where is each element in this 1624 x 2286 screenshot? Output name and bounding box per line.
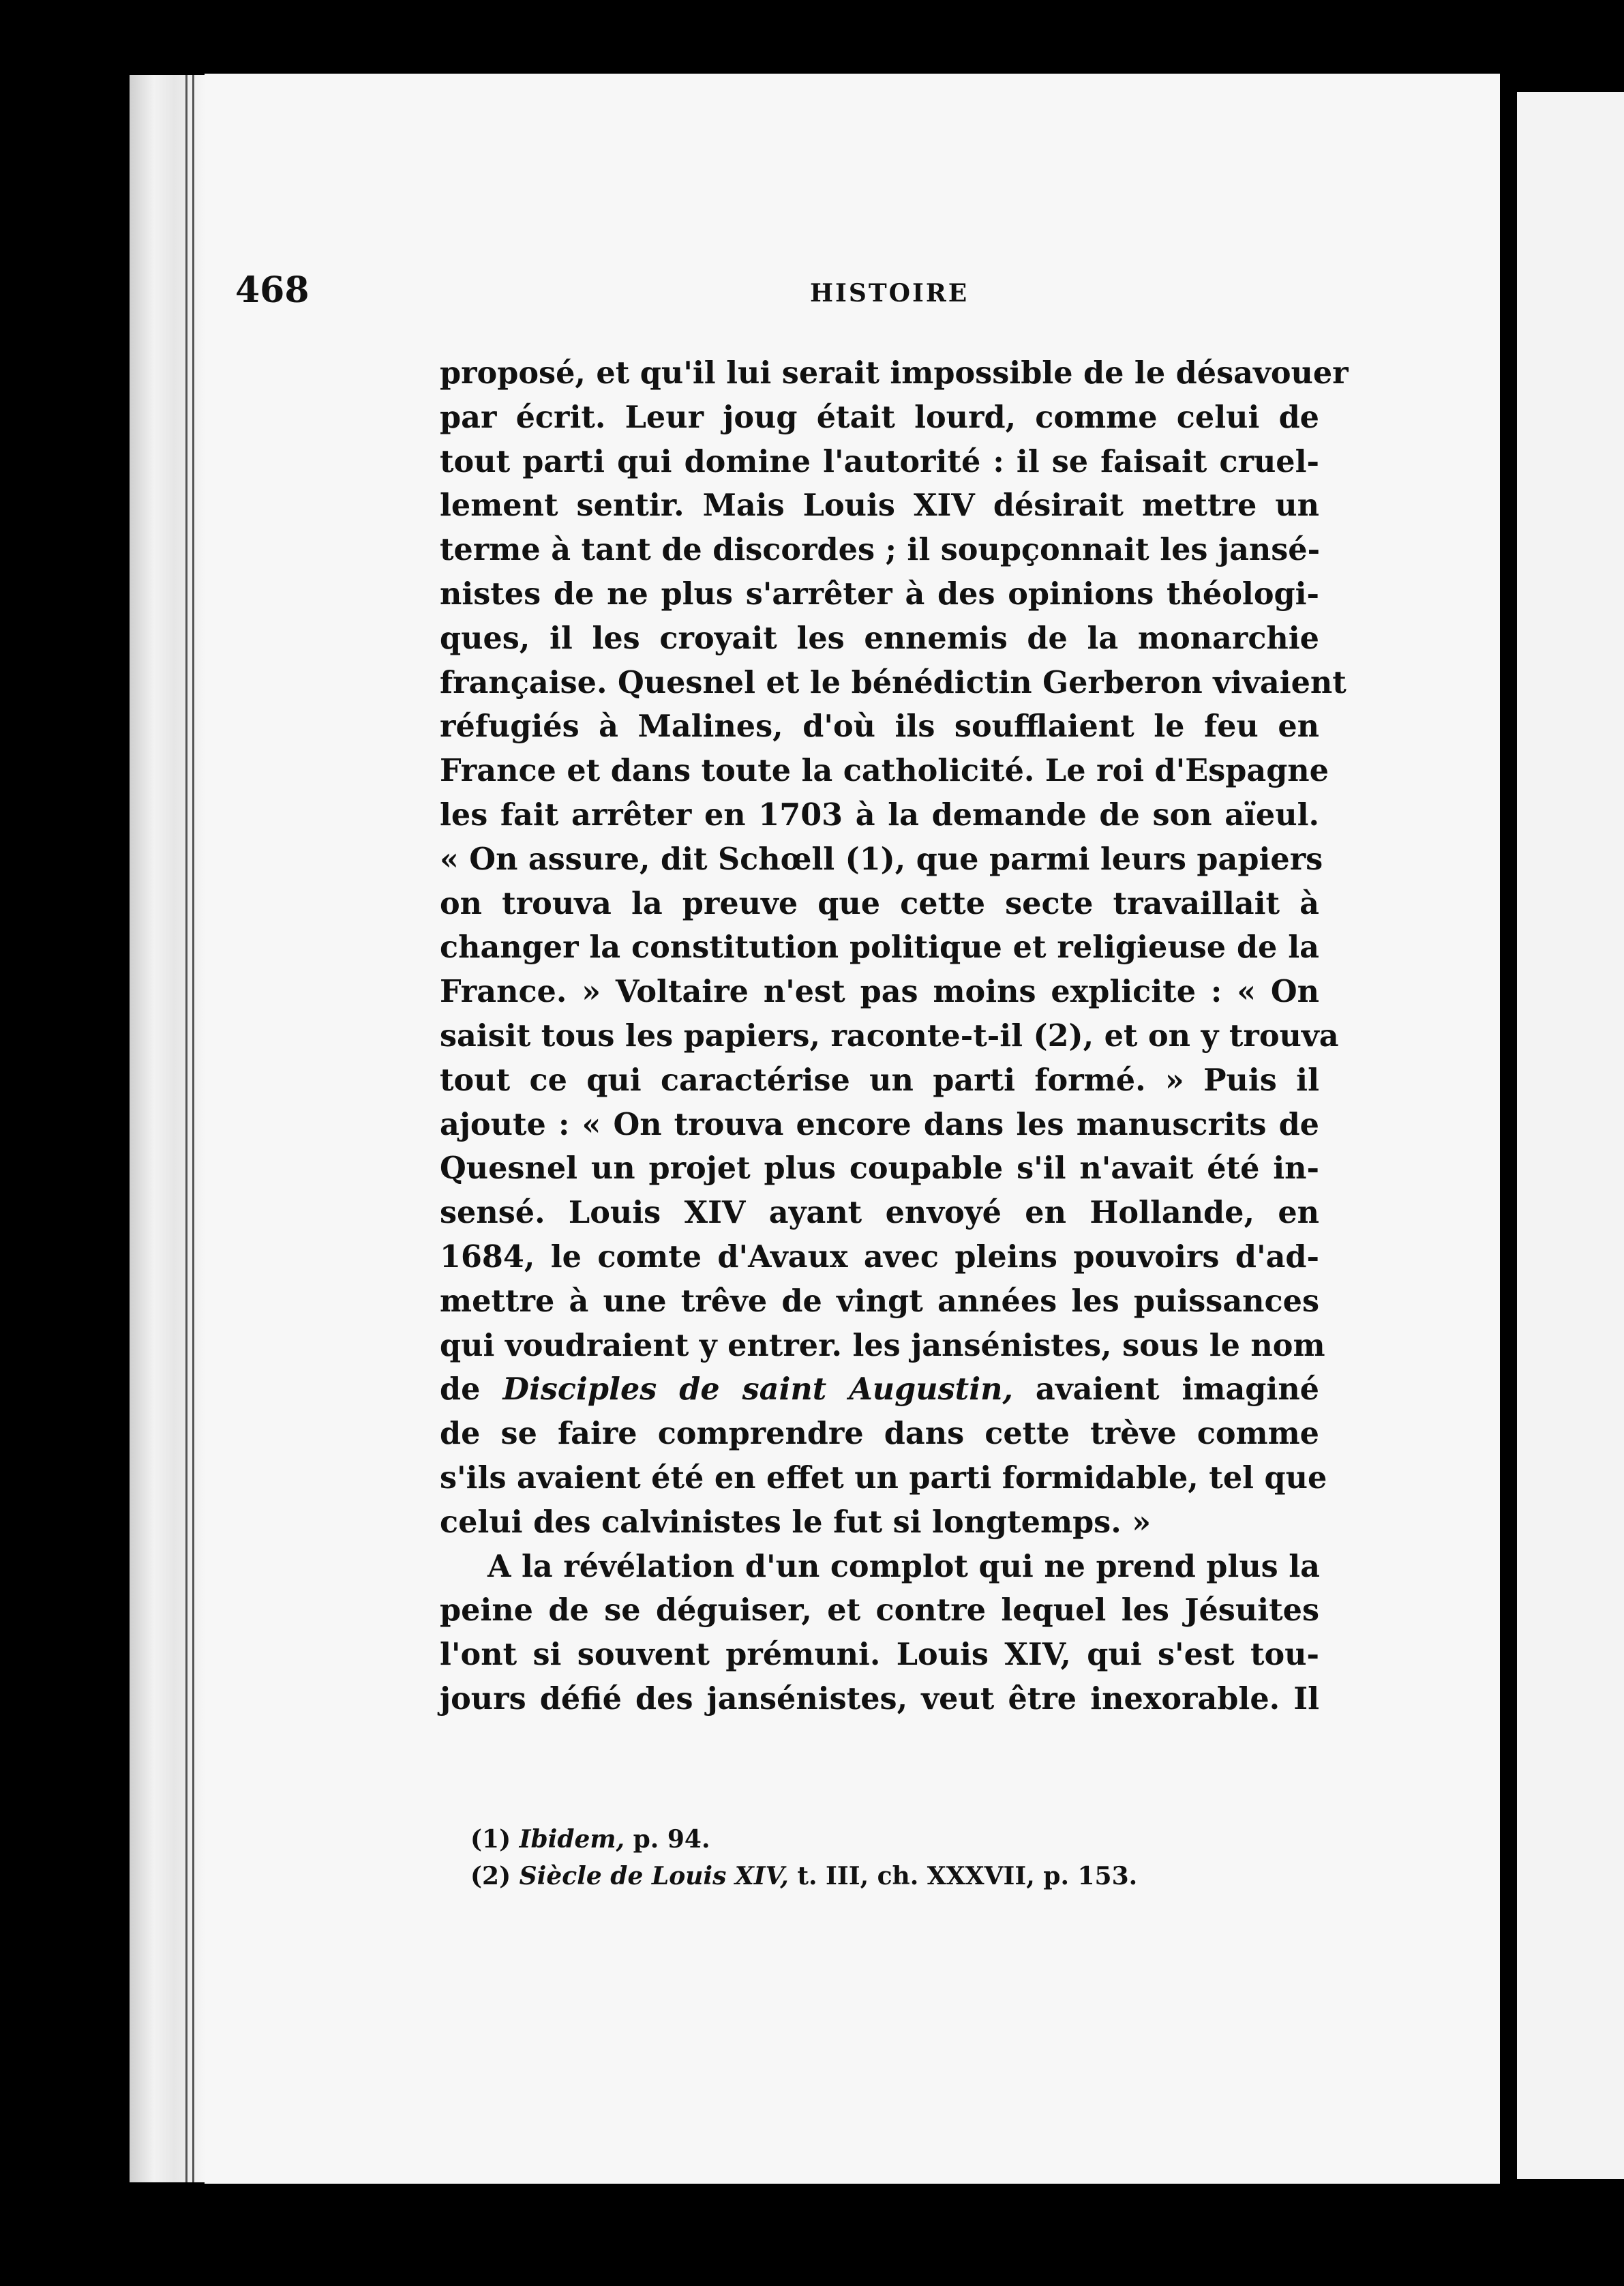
footnote-marker: (2): [470, 1862, 511, 1890]
text-line: France et dans toute la catholicité. Le roi d'Espagne: [440, 753, 1329, 789]
text-line: « On assure, dit Schœll (1), que parmi leurs papiers: [440, 841, 1323, 877]
text-line: terme à tant de discordes ; il soupçonnait les jansé-: [440, 532, 1321, 568]
text-fragment: de: [440, 1371, 481, 1408]
binding-rule: [192, 75, 194, 2182]
running-head: HISTOIRE: [810, 279, 969, 308]
footnote-text: p. 94.: [633, 1825, 710, 1854]
page-header: [235, 269, 1319, 317]
footnote-title: Ibidem,: [519, 1825, 625, 1854]
text-line: sensé. Louis XIV ayant envoyé en Hollande, en: [440, 1195, 1319, 1231]
text-line: tout parti qui domine l'autorité : il se faisait cruel-: [440, 443, 1319, 479]
text-line: ajoute : « On trouva encore dans les manuscrits de: [440, 1106, 1319, 1142]
footnotes: [470, 1821, 1289, 1895]
text-line: par écrit. Leur joug était lourd, comme celui de: [440, 399, 1319, 435]
text-line: mettre à une trêve de vingt années les puissances: [440, 1283, 1319, 1319]
text-line: celui des calvinistes le fut si longtemps. »: [440, 1504, 1152, 1540]
page-number: 468: [235, 269, 310, 311]
binding-rule: [185, 75, 187, 2182]
text-line: française. Quesnel et le bénédictin Gerberon vivaient: [440, 664, 1347, 700]
text-line: nistes de ne plus s'arrêter à des opinions théologi-: [440, 576, 1319, 612]
text-line: France. » Voltaire n'est pas moins explicite : « On: [440, 974, 1319, 1010]
text-fragment: avaient imaginé: [1035, 1371, 1319, 1408]
paragraph: [440, 351, 1349, 1545]
footnote-text: t. III, ch. XXXVII, p. 153.: [797, 1862, 1138, 1890]
footnote-2: [470, 1858, 1289, 1895]
text-line: tout ce qui caractérise un parti formé. » Puis il: [440, 1062, 1319, 1098]
text-line-with-title: [440, 1367, 1319, 1412]
text-line: Quesnel un projet plus coupable s'il n'avait été in-: [440, 1151, 1319, 1187]
body-text: [440, 351, 1349, 1721]
text-line: réfugiés à Malines, d'où ils soufflaient le feu en: [440, 709, 1319, 745]
text-line: s'ils avaient été en effet un parti formidable, tel que: [440, 1459, 1327, 1496]
text-line: l'ont si souvent prémuni. Louis XIV, qui s'est tou-: [440, 1637, 1319, 1673]
text-line: 1684, le comte d'Avaux avec pleins pouvoirs d'ad-: [440, 1238, 1319, 1275]
cited-title: Disciples de saint Augustin,: [502, 1371, 1013, 1408]
footnote-marker: (1): [470, 1825, 511, 1854]
text-line: A la révélation d'un complot qui ne prend plus la: [487, 1548, 1320, 1584]
text-line: lement sentir. Mais Louis XIV désirait mettre un: [440, 488, 1319, 524]
text-line: saisit tous les papiers, raconte-t-il (2), et on y trouva: [440, 1018, 1339, 1054]
text-line: de se faire comprendre dans cette trève comme: [440, 1416, 1319, 1452]
text-line: changer la constitution politique et religieuse de la: [440, 930, 1319, 966]
footnote-1: [470, 1821, 1289, 1858]
facing-page-edge: [1517, 92, 1624, 2179]
text-line: jours défié des jansénistes, veut être inexorable. Il: [440, 1680, 1319, 1717]
text-line: ques, il les croyait les ennemis de la monarchie: [440, 620, 1319, 656]
text-line: on trouva la preuve que cette secte travaillait à: [440, 885, 1319, 921]
book-binding-edge: [130, 75, 211, 2182]
footnote-title: Siècle de Louis XIV,: [519, 1862, 789, 1890]
text-line: les fait arrêter en 1703 à la demande de son aïeul.: [440, 797, 1319, 833]
text-line: qui voudraient y entrer. les jansénistes, sous le nom: [440, 1327, 1325, 1363]
text-line: peine de se déguiser, et contre lequel les Jésuites: [440, 1592, 1319, 1629]
text-line: proposé, et qu'il lui serait impossible de le désavouer: [440, 355, 1349, 391]
paragraph: [440, 1545, 1319, 1721]
